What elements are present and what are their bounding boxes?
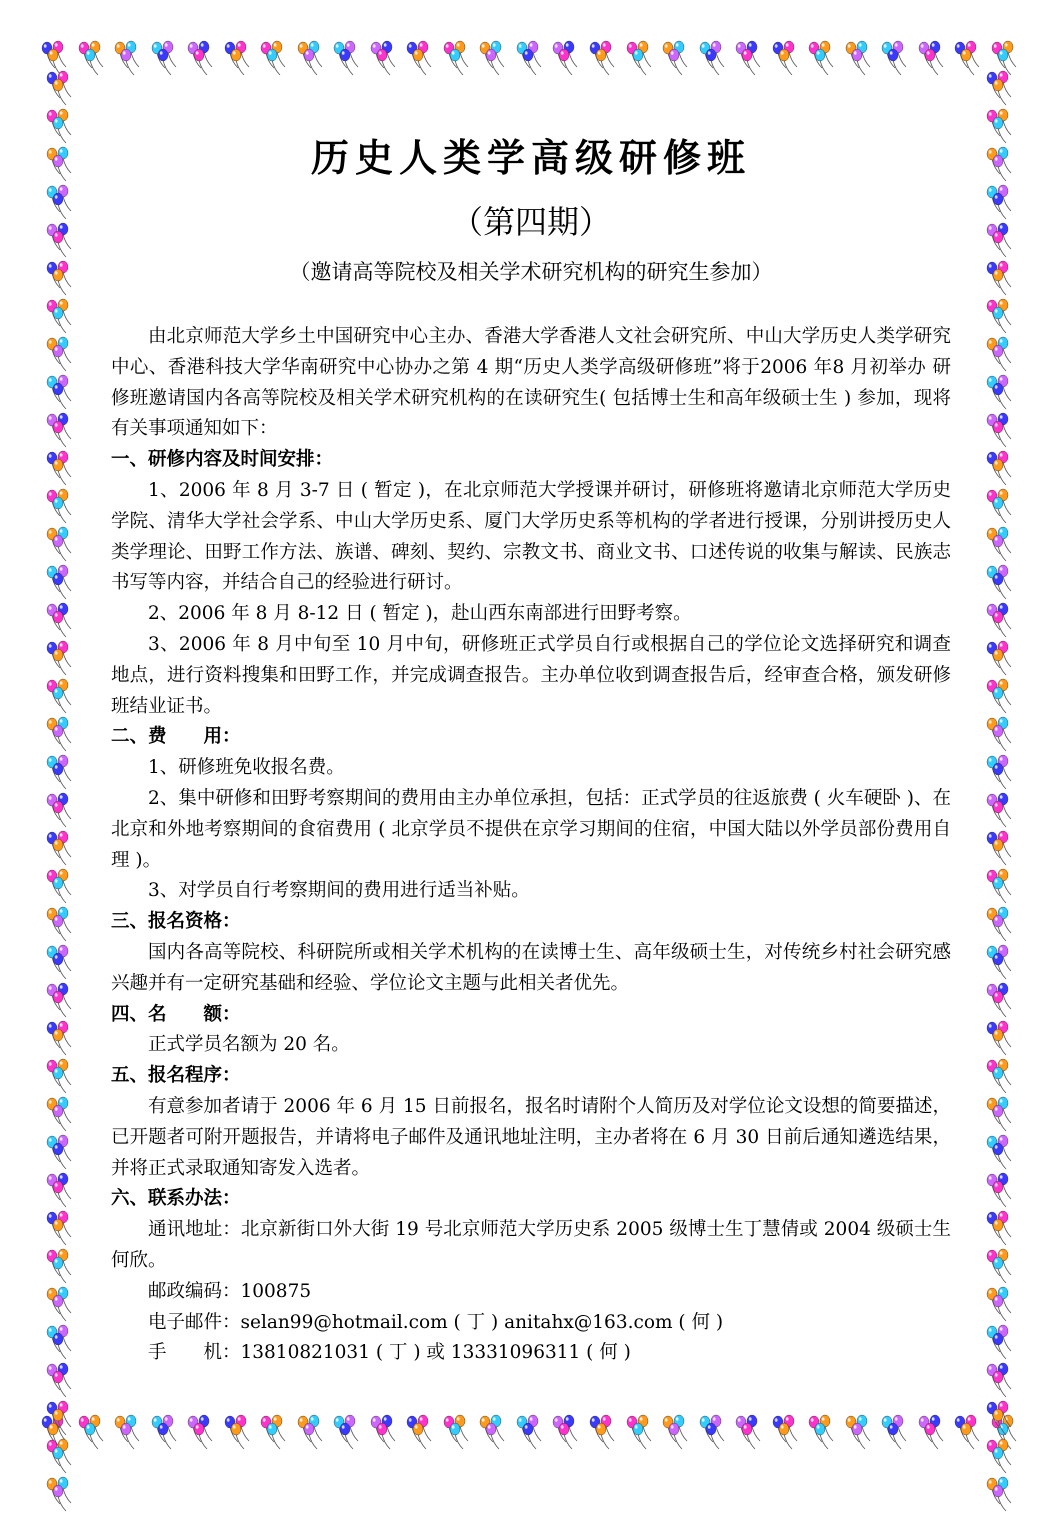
balloon-icon	[43, 1058, 73, 1096]
balloon-icon	[983, 1134, 1013, 1172]
section-paragraph: 2、2006 年 8 月 8-12 日 ( 暂定 )，赴山西东南部进行田野考察。	[148, 603, 692, 625]
balloon-icon	[983, 1476, 1013, 1514]
balloon-icon	[43, 868, 73, 906]
balloon-icon	[476, 1414, 506, 1452]
balloon-icon	[111, 1414, 141, 1452]
balloon-icon	[951, 1414, 981, 1452]
balloon-icon	[983, 1286, 1013, 1324]
balloon-icon	[513, 1414, 543, 1452]
balloon-icon	[43, 1286, 73, 1324]
balloon-icon	[43, 488, 73, 526]
section-paragraph: 3、2006 年 8 月中旬至 10 月中旬，研修班正式学员自行或根据自己的学位论文选择研究和调查地点，进行资料搜集和田野工作，并完成调查报告。主办单位收到调查报告后，经审查合格，颁发研修班结业证书。	[111, 633, 951, 717]
balloon-icon	[983, 412, 1013, 450]
balloon-icon	[43, 146, 73, 184]
balloon-icon	[43, 108, 73, 146]
balloon-icon	[476, 40, 506, 78]
section-contact	[111, 1184, 951, 1369]
balloon-icon	[983, 70, 1013, 108]
intro-paragraph: 由北京师范大学乡土中国研究中心主办、香港大学香港人文社会研究所、中山大学历史人类学研究中心、香港科技大学华南研究中心协办之第 4 期“历史人类学高级研修班”将于2006 年8 月初举办 研修班邀请国内各高等院校及相关学术研究机构的在读研究生( 包括博士生和高年级硕士生 ) 参加，现将有关事项通知如下：	[111, 326, 951, 440]
contact-email: 电子邮件：selan99@hotmail.com ( 丁 ) anitahx@163.com ( 何 )	[148, 1311, 724, 1333]
section-paragraph: 正式学员名额为 20 名。	[148, 1034, 350, 1056]
balloon-icon	[148, 40, 178, 78]
balloon-icon	[43, 1438, 73, 1476]
balloon-icon	[43, 450, 73, 488]
section-paragraph: 1、2006 年 8 月 3-7 日 ( 暂定 )，在北京师范大学授课并研讨，研修班将邀请北京师范大学历史学院、清华大学社会学系、中山大学历史系、厦门大学历史系等机构的学者进行授课，分别讲授历史人类学理论、田野工作方法、族谱、碑刻、契约、宗教文书、商业文书、口述传说的收集与解读、民族志书写等内容，并结合自己的经验进行研讨。	[111, 479, 951, 594]
balloon-icon	[75, 40, 105, 78]
section-schedule	[111, 445, 951, 722]
balloon-icon	[148, 1414, 178, 1452]
balloon-icon	[983, 868, 1013, 906]
balloon-icon	[983, 260, 1013, 298]
balloon-icon	[294, 40, 324, 78]
balloon-icon	[878, 40, 908, 78]
balloon-icon	[403, 1414, 433, 1452]
section-heading: 一、研修内容及时间安排：	[111, 449, 334, 471]
balloon-icon	[983, 146, 1013, 184]
balloon-icon	[983, 184, 1013, 222]
balloon-icon	[43, 298, 73, 336]
section-paragraph: 3、对学员自行考察期间的费用进行适当补贴。	[148, 880, 530, 902]
balloon-icon	[440, 1414, 470, 1452]
balloon-icon	[257, 1414, 287, 1452]
balloon-icon	[983, 1020, 1013, 1058]
balloon-icon	[769, 1414, 799, 1452]
section-heading: 三、报名资格：	[111, 911, 241, 933]
balloon-icon	[983, 1324, 1013, 1362]
section-fees	[111, 722, 951, 907]
section-quota	[111, 1000, 951, 1062]
balloon-icon	[878, 1414, 908, 1452]
balloon-icon	[43, 792, 73, 830]
balloon-icon	[184, 40, 214, 78]
balloon-icon	[951, 40, 981, 78]
border-left	[38, 70, 78, 1420]
section-paragraph: 有意参加者请于 2006 年 6 月 15 日前报名，报名时请附个人简历及对学位论文设想的简要描述，已开题者可附开题报告，并请将电子邮件及通讯地址注明，主办者将在 6 月 30 日前后通知遴选结果，并将正式录取通知寄发入选者。	[111, 1095, 951, 1179]
balloon-icon	[983, 1438, 1013, 1476]
balloon-icon	[43, 906, 73, 944]
balloon-icon	[842, 1414, 872, 1452]
balloon-icon	[43, 982, 73, 1020]
border-right	[978, 70, 1018, 1420]
balloon-icon	[983, 526, 1013, 564]
balloon-icon	[696, 1414, 726, 1452]
balloon-icon	[43, 1248, 73, 1286]
section-paragraph: 2、集中研修和田野考察期间的费用由主办单位承担，包括：正式学员的往返旅费 ( 火车硬卧 )、在北京和外地考察期间的食宿费用 ( 北京学员不提供在京学习期间的住宿，中国大陆以外学员部份费用自理 )。	[111, 787, 951, 871]
balloon-icon	[983, 906, 1013, 944]
section-heading: 四、名 额：	[111, 1003, 241, 1025]
section-paragraph: 国内各高等院校、科研院所或相关学术机构的在读博士生、高年级硕士生，对传统乡村社会研究感兴趣并有一定研究基础和经验、学位论文主题与此相关者优先。	[111, 941, 951, 994]
balloon-icon	[983, 1096, 1013, 1134]
balloon-icon	[43, 1210, 73, 1248]
balloon-icon	[983, 1172, 1013, 1210]
balloon-icon	[43, 1096, 73, 1134]
balloon-icon	[983, 298, 1013, 336]
section-application	[111, 1061, 951, 1184]
balloon-icon	[586, 40, 616, 78]
balloon-icon	[43, 1020, 73, 1058]
balloon-icon	[549, 40, 579, 78]
balloon-icon	[659, 1414, 689, 1452]
balloon-icon	[623, 40, 653, 78]
balloon-icon	[43, 1400, 73, 1438]
balloon-icon	[43, 754, 73, 792]
balloon-icon	[43, 412, 73, 450]
section-heading: 五、报名程序：	[111, 1065, 241, 1087]
balloon-icon	[983, 222, 1013, 260]
balloon-icon	[842, 40, 872, 78]
balloon-icon	[43, 374, 73, 412]
balloon-icon	[805, 40, 835, 78]
balloon-icon	[983, 1400, 1013, 1438]
balloon-icon	[43, 184, 73, 222]
balloon-icon	[43, 1172, 73, 1210]
balloon-icon	[43, 70, 73, 108]
balloon-icon	[623, 1414, 653, 1452]
balloon-icon	[43, 640, 73, 678]
balloon-icon	[983, 716, 1013, 754]
balloon-icon	[659, 40, 689, 78]
balloon-icon	[915, 40, 945, 78]
balloon-icon	[983, 792, 1013, 830]
balloon-icon	[732, 40, 762, 78]
balloon-icon	[983, 754, 1013, 792]
balloon-icon	[184, 1414, 214, 1452]
balloon-icon	[221, 40, 251, 78]
balloon-icon	[43, 1476, 73, 1514]
balloon-icon	[805, 1414, 835, 1452]
balloon-icon	[983, 1248, 1013, 1286]
balloon-icon	[294, 1414, 324, 1452]
balloon-icon	[43, 222, 73, 260]
balloon-icon	[43, 944, 73, 982]
balloon-icon	[43, 716, 73, 754]
balloon-icon	[43, 830, 73, 868]
page-subtitle: （第四期）	[450, 203, 611, 241]
balloon-icon	[330, 40, 360, 78]
balloon-icon	[983, 1210, 1013, 1248]
balloon-icon	[983, 944, 1013, 982]
balloon-icon	[983, 602, 1013, 640]
balloon-icon	[440, 40, 470, 78]
balloon-icon	[257, 40, 287, 78]
balloon-icon	[983, 982, 1013, 1020]
balloon-icon	[983, 1362, 1013, 1400]
section-paragraph: 1、研修班免收报名费。	[148, 757, 345, 779]
balloon-icon	[43, 526, 73, 564]
page-title: 历史人类学高级研修班	[310, 135, 751, 180]
balloon-icon	[367, 1414, 397, 1452]
balloon-icon	[983, 336, 1013, 374]
balloon-icon	[43, 602, 73, 640]
balloon-icon	[915, 1414, 945, 1452]
section-heading: 六、联系办法：	[111, 1188, 241, 1210]
balloon-icon	[330, 1414, 360, 1452]
balloon-icon	[549, 1414, 579, 1452]
balloon-icon	[983, 488, 1013, 526]
section-heading: 二、费 用：	[111, 726, 241, 748]
contact-postcode: 邮政编码：100875	[148, 1280, 312, 1302]
contact-address: 通讯地址：北京新街口外大街 19 号北京师范大学历史系 2005 级博士生丁慧倩或 2004 级硕士生何欣。	[111, 1219, 951, 1271]
balloon-icon	[983, 564, 1013, 602]
balloon-icon	[513, 40, 543, 78]
balloon-icon	[769, 40, 799, 78]
document-content	[111, 128, 951, 1369]
border-bottom	[38, 1412, 1018, 1454]
balloon-icon	[586, 1414, 616, 1452]
balloon-icon	[983, 830, 1013, 868]
balloon-icon	[983, 374, 1013, 412]
balloon-icon	[983, 640, 1013, 678]
balloon-icon	[221, 1414, 251, 1452]
balloon-icon	[43, 678, 73, 716]
balloon-icon	[43, 1134, 73, 1172]
balloon-icon	[983, 1058, 1013, 1096]
balloon-icon	[983, 108, 1013, 146]
balloon-icon	[367, 40, 397, 78]
balloon-icon	[983, 450, 1013, 488]
border-top	[38, 38, 1018, 80]
section-eligibility	[111, 907, 951, 999]
balloon-icon	[111, 40, 141, 78]
balloon-icon	[696, 40, 726, 78]
balloon-icon	[43, 336, 73, 374]
balloon-icon	[43, 1362, 73, 1400]
balloon-icon	[75, 1414, 105, 1452]
contact-phone: 手 机：13810821031 ( 丁 ) 或 13331096311 ( 何 )	[148, 1342, 631, 1364]
balloon-icon	[43, 1324, 73, 1362]
balloon-icon	[43, 564, 73, 602]
balloon-icon	[43, 260, 73, 298]
balloon-icon	[732, 1414, 762, 1452]
balloon-icon	[403, 40, 433, 78]
body-text	[111, 322, 951, 1369]
balloon-icon	[983, 678, 1013, 716]
invite-note: （邀请高等院校及相关学术研究机构的研究生参加）	[289, 260, 773, 284]
